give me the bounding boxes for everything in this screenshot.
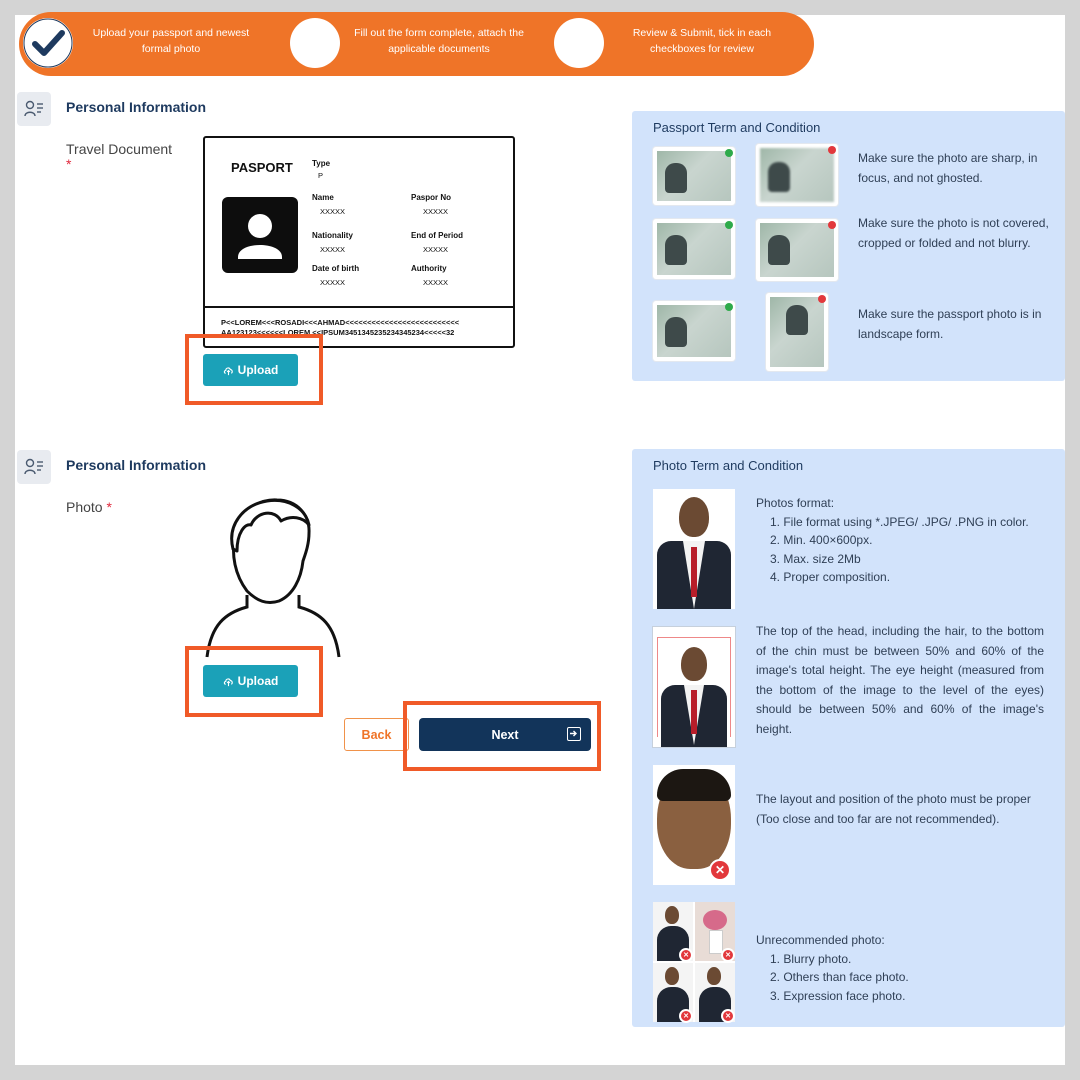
required-mark: * [66,156,72,172]
passport-title: PASPORT [231,160,293,175]
page [15,15,1065,1065]
step-1-circle [23,18,73,68]
photo-sample-too-close [653,765,735,885]
passport-sample-good [653,147,735,205]
passport-terms-panel [632,111,1065,381]
passport-dob-value: XXXXX [320,278,346,287]
personal-info-icon [17,450,51,484]
check-icon [725,149,733,157]
cloud-upload-icon [223,365,234,376]
cross-icon: ✕ [679,948,693,962]
check-icon [725,221,733,229]
arrow-right-icon [567,727,581,741]
progress-stepper [19,12,814,76]
passport-placeholder [203,136,515,348]
passport-upload-button[interactable] [203,354,298,386]
photo-sample-measure [653,627,735,747]
photo-layout-rule: The layout and position of the photo must be proper (Too close and too far are not recommended). [756,792,1031,826]
passport-authority-label: Authority [411,264,447,273]
photo-format-item: 1. File format using *.JPEG/ .JPG/ .PNG in color. [770,514,1029,529]
passport-terms-title: Passport Term and Condition [653,120,821,135]
passport-end-label: End of Period [411,231,463,240]
passport-term-3: Make sure the passport photo is in landscape form. [858,307,1042,341]
cloud-upload-icon [223,676,234,687]
upload-label: Upload [237,363,279,377]
photo-format-heading: Photos format: [756,496,835,510]
passport-term-2: Make sure the photo is not covered, cropped or folded and not blurry. [858,216,1049,250]
photo-terms-panel [632,449,1065,1027]
section-title: Personal Information [66,99,207,115]
photo-format-item: 4. Proper composition. [770,570,891,584]
unrec-item: 1. Blurry photo. [770,951,852,966]
step-2-text: Fill out the form complete, attach the applicable documents [354,27,524,55]
section-title: Personal Information [66,457,207,473]
mrz-line-2: AA123123<<<<<<LOREM <<IPSUM3451345235234345234<<<<<32 [221,328,455,337]
cross-icon: ✕ [721,948,735,962]
check-icon [725,303,733,311]
passport-name-label: Name [312,193,334,202]
passport-sample-good-2 [653,219,735,279]
passport-sample-portrait [766,293,828,371]
passport-no-label: Paspor No [411,193,452,202]
passport-type-label: Type [312,159,331,168]
step-3-text: Review & Submit, tick in each checkboxes for review [632,27,772,55]
passport-sample-blurry [756,144,838,206]
photo-terms-title: Photo Term and Condition [653,458,804,473]
next-label: Next [491,727,519,742]
passport-sample-good-3 [653,301,735,361]
unrec-item: 2. Others than face photo. [770,970,909,984]
photo-unrecommended-block [756,931,1046,1005]
photo-format-block [756,494,1056,587]
passport-term-1: Make sure the photo are sharp, in focus, and not ghosted. [858,151,1038,185]
passport-dob-label: Date of birth [312,264,360,273]
personal-info-icon [17,92,51,126]
photo-upload-button[interactable] [203,665,298,697]
passport-no-value: XXXXX [423,207,449,216]
cross-icon: ✕ [721,1009,735,1023]
back-button[interactable]: Back [344,718,409,751]
checkmark-icon [23,18,73,68]
passport-photo-icon [222,197,298,273]
cross-icon [828,146,836,154]
upload-label: Upload [237,674,279,688]
avatar-placeholder-icon [205,495,341,659]
photo-sample-formal [653,489,735,609]
cross-icon [818,295,826,303]
passport-sample-covered [756,219,838,281]
step-2-circle [290,18,340,68]
step-3-circle [554,18,604,68]
step-1-text: Upload your passport and newest formal photo [92,27,250,55]
photo-label-text: Photo [66,499,103,515]
passport-authority-value: XXXXX [423,278,449,287]
mrz-line-1: P<<LOREM<<<ROSADI<<<AHMAD<<<<<<<<<<<<<<<<<<<<<<<<<< [221,318,460,327]
passport-end-value: XXXXX [423,245,449,254]
passport-type-value: P [318,171,324,180]
next-button[interactable] [419,718,591,751]
travel-document-label: Travel Document [66,141,173,157]
photo-label [66,499,112,515]
unrec-item: 3. Expression face photo. [770,988,906,1003]
photo-sample-unrecommended-grid [653,902,735,1022]
photo-head-rule: The top of the head, including the hair, to the bottom of the chin must be between 50% and 60% of the image's total height. The eye height (measured from the bottom of the image to the level of the eyes) should be between 50% and 60% of the image's height. [756,624,1044,736]
passport-name-value: XXXXX [320,207,346,216]
cross-icon: ✕ [679,1009,693,1023]
passport-nationality-value: XXXXX [320,245,346,254]
required-mark: * [106,499,112,515]
passport-nationality-label: Nationality [312,231,353,240]
cross-icon: ✕ [709,859,731,881]
photo-format-item: 3. Max. size 2Mb [770,551,861,566]
photo-format-item: 2. Min. 400×600px. [770,533,873,547]
unrec-heading: Unrecommended photo: [756,933,885,947]
cross-icon [828,221,836,229]
